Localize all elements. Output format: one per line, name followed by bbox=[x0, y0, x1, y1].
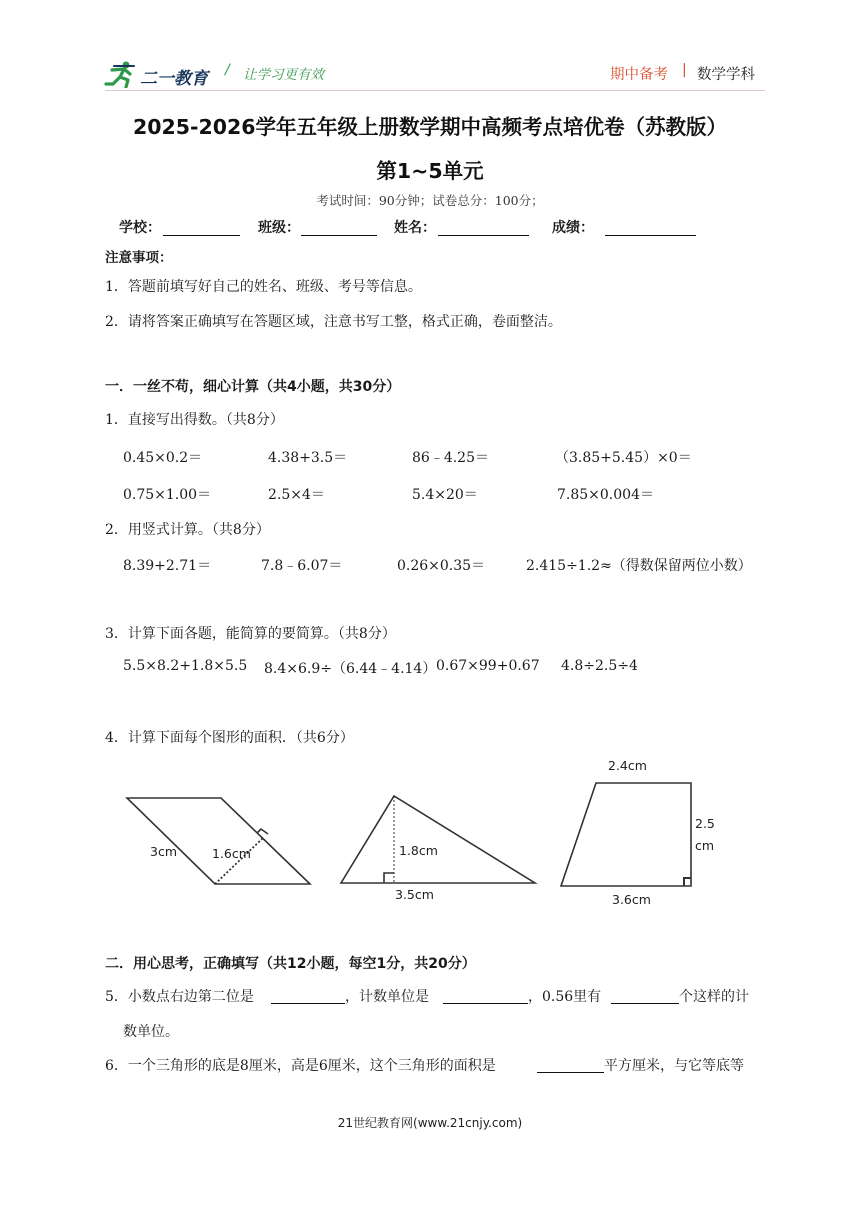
trapezoid-height-unit: cm bbox=[695, 838, 715, 853]
section1-heading: 一．一丝不苟，细心计算（共4小题，共30分） bbox=[105, 379, 401, 395]
q4-label: 4．计算下面每个图形的面积．（共6分） bbox=[105, 730, 354, 746]
notice-item: 2．请将答案正确填写在答题区域，注意书写工整，格式正确，卷面整洁。 bbox=[105, 314, 562, 330]
triangle-height-label: 1.8cm bbox=[399, 843, 438, 858]
trapezoid-height-number: 2.5 bbox=[695, 816, 715, 831]
runner-logo-icon bbox=[104, 60, 138, 88]
name-input-line[interactable] bbox=[438, 235, 529, 236]
q6-text: 6．一个三角形的底是8厘米，高是6厘米，这个三角形的面积是 bbox=[105, 1058, 496, 1074]
tag-subject: 数学学科 bbox=[697, 67, 755, 83]
school-label: 学校： bbox=[119, 220, 161, 236]
trapezoid-figure bbox=[550, 750, 730, 912]
class-input-line[interactable] bbox=[301, 235, 377, 236]
q5-text: 数单位。 bbox=[123, 1024, 179, 1040]
q3-item: 0.67×99+0.67 bbox=[436, 658, 540, 674]
q5-blank-2[interactable] bbox=[443, 1003, 528, 1004]
q5-text: 个这样的计 bbox=[679, 989, 749, 1005]
q3-item: 5.5×8.2+1.8×5.5 bbox=[123, 658, 248, 674]
footer: 21世纪教育网(www.21cnjy.com) bbox=[337, 1116, 523, 1130]
name-label: 姓名： bbox=[394, 220, 436, 236]
q2-item: 8.39+2.71＝ bbox=[123, 558, 212, 574]
parallelogram-height-label: 1.6cm bbox=[212, 846, 251, 861]
header-separator-slash: / bbox=[225, 62, 230, 78]
q5-text: 5．小数点右边第二位是 bbox=[105, 989, 254, 1005]
parallelogram-side-label: 3cm bbox=[150, 844, 178, 859]
q6-text: 平方厘米，与它等底等 bbox=[604, 1058, 744, 1074]
header-rule bbox=[105, 90, 765, 91]
q1-item: （3.85+5.45）×0＝ bbox=[555, 450, 692, 466]
triangle-base-label: 3.5cm bbox=[395, 887, 434, 902]
q1-item: 7.85×0.004＝ bbox=[557, 487, 654, 503]
q1-item: 5.4×20＝ bbox=[412, 487, 478, 503]
trapezoid-top-label: 2.4cm bbox=[608, 758, 647, 773]
score-input-line[interactable] bbox=[605, 235, 696, 236]
q5-text: ，计数单位是 bbox=[345, 989, 429, 1005]
q2-item: 7.8﹣6.07＝ bbox=[261, 558, 343, 574]
q1-label: 1．直接写出得数。（共8分） bbox=[105, 412, 284, 428]
q3-item: 4.8÷2.5÷4 bbox=[561, 658, 638, 674]
section2-heading: 二．用心思考，正确填写（共12小题，每空1分，共20分） bbox=[105, 956, 476, 972]
q1-item: 0.75×1.00＝ bbox=[123, 487, 212, 503]
q2-item: 2.415÷1.2≈（得数保留两位小数） bbox=[526, 558, 752, 574]
trapezoid-bottom-label: 3.6cm bbox=[612, 892, 651, 907]
q3-label: 3．计算下面各题，能简算的要简算。（共8分） bbox=[105, 626, 396, 642]
page-subtitle: 第1~5单元 bbox=[376, 159, 484, 183]
q2-item: 0.26×0.35＝ bbox=[397, 558, 486, 574]
notice-item: 1．答题前填写好自己的姓名、班级、考号等信息。 bbox=[105, 279, 422, 295]
q2-label: 2．用竖式计算。（共8分） bbox=[105, 522, 270, 538]
class-label: 班级： bbox=[258, 220, 300, 236]
q1-item: 4.38+3.5＝ bbox=[268, 450, 348, 466]
q6-blank-1[interactable] bbox=[537, 1072, 604, 1073]
triangle-figure bbox=[335, 785, 540, 905]
tag-exam: 期中备考 bbox=[610, 67, 668, 83]
q1-item: 86﹣4.25＝ bbox=[412, 450, 489, 466]
q1-item: 2.5×4＝ bbox=[268, 487, 325, 503]
q5-blank-1[interactable] bbox=[271, 1003, 345, 1004]
page-title: 2025-2026学年五年级上册数学期中高频考点培优卷（苏教版） bbox=[132, 115, 728, 139]
q1-item: 0.45×0.2＝ bbox=[123, 450, 203, 466]
q3-item: 8.4×6.9÷（6.44﹣4.14） bbox=[264, 661, 437, 677]
logo-text: 二一教育 bbox=[140, 69, 208, 89]
q5-blank-3[interactable] bbox=[611, 1003, 679, 1004]
slogan: 让学习更有效 bbox=[243, 67, 324, 83]
school-input-line[interactable] bbox=[163, 235, 240, 236]
notice-heading: 注意事项： bbox=[105, 250, 173, 266]
score-label: 成绩： bbox=[552, 220, 594, 236]
exam-info: 考试时间：90分钟；试卷总分：100分； bbox=[316, 193, 544, 208]
tag-divider: | bbox=[682, 62, 687, 78]
parallelogram-figure bbox=[115, 785, 325, 895]
q5-text: ，0.56里有 bbox=[528, 989, 602, 1005]
